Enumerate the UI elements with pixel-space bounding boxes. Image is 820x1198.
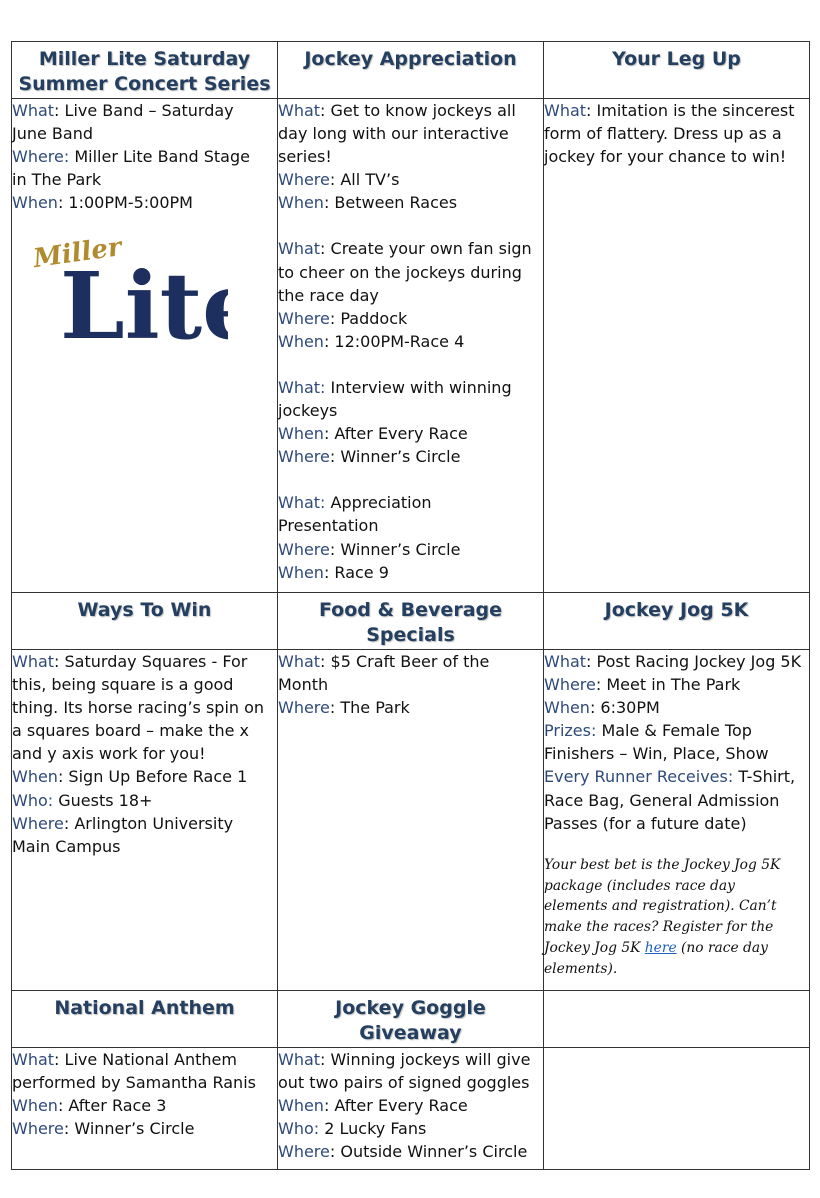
detail-key: Where bbox=[544, 675, 596, 695]
detail-key: When bbox=[278, 562, 324, 582]
detail-value: Appreciation bbox=[325, 493, 432, 513]
detail-key: What bbox=[278, 652, 321, 671]
detail-line bbox=[544, 650, 809, 673]
detail-list bbox=[278, 650, 543, 719]
body-row-3 bbox=[12, 1048, 810, 1170]
detail-value: : After Every Race bbox=[323, 1096, 468, 1116]
detail-value: Main Campus bbox=[12, 836, 121, 856]
detail-value: 2 Lucky Fans bbox=[319, 1119, 427, 1139]
section-title bbox=[12, 593, 277, 623]
detail-line bbox=[12, 835, 277, 858]
note-line: Your best bet is the Jockey Jog 5K bbox=[544, 856, 781, 873]
detail-value: jockeys bbox=[278, 401, 338, 421]
detail-key: Where bbox=[12, 813, 64, 833]
detail-key: What bbox=[544, 101, 587, 120]
note-line bbox=[544, 938, 809, 959]
detail-key: When bbox=[278, 193, 324, 213]
detail-line bbox=[278, 1140, 543, 1163]
package-note bbox=[544, 855, 809, 980]
detail-list bbox=[544, 99, 809, 168]
detail-line bbox=[278, 1117, 543, 1140]
body-cell bbox=[544, 1048, 810, 1170]
detail-key: What bbox=[278, 101, 321, 120]
body-cell bbox=[12, 99, 278, 593]
detail-line bbox=[12, 1117, 277, 1140]
detail-line bbox=[278, 445, 543, 468]
detail-key: When bbox=[12, 767, 58, 787]
detail-value: : Race 9 bbox=[323, 562, 389, 582]
detail-line bbox=[12, 673, 277, 696]
detail-line bbox=[12, 1048, 277, 1071]
detail-value: : Meet in The Park bbox=[595, 675, 741, 695]
detail-value: : Create your own fan sign bbox=[320, 239, 532, 259]
detail-key: Where bbox=[278, 539, 330, 559]
detail-value: : 1:00PM-5:00PM bbox=[57, 193, 193, 213]
detail-key: Where bbox=[278, 698, 330, 718]
detail-line bbox=[544, 696, 809, 719]
title-line: National Anthem bbox=[54, 997, 235, 1019]
spacer bbox=[278, 353, 543, 376]
header-cell bbox=[12, 42, 278, 99]
title-line: Giveaway bbox=[359, 1022, 462, 1044]
detail-line bbox=[278, 1048, 543, 1071]
detail-line bbox=[278, 514, 543, 537]
section-title bbox=[544, 991, 809, 996]
detail-line bbox=[544, 673, 809, 696]
detail-value: : Outside Winner’s Circle bbox=[329, 1142, 528, 1162]
title-line: Food & Beverage bbox=[318, 599, 503, 621]
detail-line bbox=[544, 99, 809, 122]
detail-key: When bbox=[278, 424, 324, 444]
title-line: Summer Concert Series bbox=[18, 73, 271, 95]
detail-line bbox=[278, 422, 543, 445]
detail-value: : 12:00PM-Race 4 bbox=[323, 331, 465, 351]
detail-key: Who: bbox=[12, 790, 54, 810]
detail-list bbox=[12, 650, 277, 858]
header-cell bbox=[12, 991, 278, 1048]
body-cell bbox=[544, 650, 810, 991]
detail-line bbox=[278, 491, 543, 514]
svg-text:®: ® bbox=[216, 315, 225, 326]
detail-line bbox=[278, 168, 543, 191]
header-cell bbox=[12, 593, 278, 650]
section-title bbox=[544, 42, 809, 72]
body-cell bbox=[12, 1048, 278, 1170]
detail-key: When bbox=[12, 1096, 58, 1116]
detail-key: What: bbox=[278, 493, 326, 513]
detail-value: day long with our interactive bbox=[278, 124, 509, 144]
detail-value: Race Bag, General Admission bbox=[544, 790, 780, 810]
detail-value: : $5 Craft Beer of the bbox=[320, 652, 490, 671]
svg-text:Miller: Miller bbox=[32, 232, 124, 275]
detail-value: jockey for your chance to win! bbox=[544, 147, 787, 167]
detail-key: Who: bbox=[278, 1119, 320, 1139]
detail-value: : Winner’s Circle bbox=[63, 1119, 195, 1139]
detail-line bbox=[278, 1071, 543, 1094]
title-line: Ways To Win bbox=[77, 599, 212, 621]
detail-line bbox=[12, 719, 277, 742]
detail-value: : Winner’s Circle bbox=[329, 539, 461, 559]
detail-key: Every Runner Receives: bbox=[544, 767, 734, 787]
detail-key: What bbox=[544, 652, 587, 671]
header-row-1 bbox=[12, 42, 810, 99]
detail-key: What bbox=[12, 101, 55, 120]
detail-line bbox=[544, 719, 809, 742]
detail-line bbox=[278, 673, 543, 696]
detail-line bbox=[544, 765, 809, 788]
note-line: elements and registration). Can’t bbox=[544, 898, 777, 915]
detail-line bbox=[12, 122, 277, 145]
header-cell bbox=[544, 593, 810, 650]
header-cell bbox=[278, 42, 544, 99]
detail-value: : Paddock bbox=[329, 308, 408, 328]
detail-value: : Sign Up Before Race 1 bbox=[57, 767, 248, 787]
detail-line bbox=[278, 122, 543, 145]
detail-key: What bbox=[278, 1050, 321, 1069]
detail-value: : After Race 3 bbox=[57, 1096, 167, 1116]
detail-key: Prizes: bbox=[544, 721, 597, 741]
detail-value: : Get to know jockeys all bbox=[320, 101, 516, 120]
detail-line bbox=[278, 307, 543, 330]
header-row-2 bbox=[12, 593, 810, 650]
detail-line bbox=[12, 650, 277, 673]
detail-line bbox=[278, 191, 543, 214]
section-title bbox=[278, 593, 543, 648]
detail-key: When bbox=[278, 1096, 324, 1116]
header-cell bbox=[544, 991, 810, 1048]
title-line: Miller Lite Saturday bbox=[38, 48, 251, 70]
body-cell bbox=[12, 650, 278, 991]
detail-key: What bbox=[278, 239, 321, 259]
detail-line bbox=[12, 145, 277, 168]
section-title bbox=[12, 991, 277, 1021]
detail-line bbox=[12, 812, 277, 835]
detail-list bbox=[12, 1048, 277, 1140]
section-title bbox=[278, 42, 543, 72]
section-title bbox=[12, 42, 277, 97]
detail-value: Interview with winning bbox=[325, 377, 512, 397]
header-cell bbox=[544, 42, 810, 99]
detail-value: a squares board – make the x bbox=[12, 721, 250, 741]
detail-key: Where bbox=[278, 308, 330, 328]
detail-value: thing. Its horse racing’s spin on bbox=[12, 698, 265, 718]
spacer bbox=[278, 214, 543, 237]
detail-value: form of flattery. Dress up as a bbox=[544, 124, 782, 144]
detail-value: June Band bbox=[12, 124, 94, 144]
note-line: make the races? Register for the bbox=[544, 919, 774, 936]
detail-line bbox=[12, 1071, 277, 1094]
detail-line bbox=[12, 99, 277, 122]
detail-line bbox=[278, 284, 543, 307]
header-row-3 bbox=[12, 991, 810, 1048]
detail-key: When bbox=[544, 698, 590, 718]
detail-line bbox=[278, 696, 543, 719]
detail-line bbox=[12, 742, 277, 765]
detail-line bbox=[278, 376, 543, 399]
svg-text:Lite: Lit bbox=[60, 252, 203, 351]
body-cell bbox=[278, 650, 544, 991]
detail-line bbox=[278, 237, 543, 260]
section-title bbox=[278, 991, 543, 1046]
note-line: elements). bbox=[544, 960, 618, 977]
title-line: Your Leg Up bbox=[612, 48, 741, 70]
detail-value: and y axis work for you! bbox=[12, 744, 206, 764]
section-title bbox=[544, 593, 809, 623]
detail-value: : Post Racing Jockey Jog 5K bbox=[586, 652, 802, 671]
detail-value: in The Park bbox=[12, 170, 102, 190]
header-cell bbox=[278, 991, 544, 1048]
detail-line bbox=[12, 191, 277, 214]
detail-value: : Between Races bbox=[323, 193, 458, 213]
register-here-link[interactable]: here bbox=[644, 939, 677, 956]
detail-key: When bbox=[278, 331, 324, 351]
detail-value: : 6:30PM bbox=[589, 698, 660, 718]
detail-value: : After Every Race bbox=[323, 424, 468, 444]
detail-line bbox=[278, 1094, 543, 1117]
detail-value: the race day bbox=[278, 285, 379, 305]
detail-value: Male & Female Top bbox=[596, 721, 752, 741]
detail-key: Where: bbox=[12, 147, 70, 167]
body-cell bbox=[278, 99, 544, 593]
body-row-1 bbox=[12, 99, 810, 593]
note-text: (no race day bbox=[676, 939, 768, 956]
detail-line bbox=[544, 812, 809, 835]
detail-key: Where bbox=[278, 170, 330, 190]
detail-line bbox=[12, 789, 277, 812]
detail-key: Where bbox=[278, 447, 330, 467]
detail-list bbox=[278, 1048, 543, 1163]
detail-value: : Saturday Squares - For bbox=[54, 652, 248, 671]
detail-key: Where bbox=[12, 1119, 64, 1139]
detail-value: Month bbox=[278, 675, 329, 695]
detail-value: : The Park bbox=[329, 698, 410, 718]
detail-list bbox=[12, 99, 277, 214]
detail-key: When bbox=[12, 193, 58, 213]
events-table bbox=[11, 41, 810, 1170]
detail-line bbox=[278, 330, 543, 353]
detail-value: : Live National Anthem bbox=[54, 1050, 237, 1069]
detail-line bbox=[278, 399, 543, 422]
detail-value: Guests 18+ bbox=[53, 790, 153, 810]
detail-value: Finishers – Win, Place, Show bbox=[544, 744, 769, 764]
body-row-2 bbox=[12, 650, 810, 991]
spacer bbox=[278, 468, 543, 491]
detail-line bbox=[278, 145, 543, 168]
body-cell bbox=[544, 99, 810, 593]
detail-line bbox=[278, 99, 543, 122]
title-line: Jockey Jog 5K bbox=[604, 599, 749, 621]
detail-value: T-Shirt, bbox=[733, 767, 796, 787]
title-line: Jockey Appreciation bbox=[304, 48, 517, 70]
detail-list bbox=[544, 650, 809, 835]
detail-value: : Winner’s Circle bbox=[329, 447, 461, 467]
title-line: Specials bbox=[366, 624, 455, 646]
detail-value: Passes (for a future date) bbox=[544, 813, 747, 833]
detail-value: : Arlington University bbox=[63, 813, 234, 833]
detail-line bbox=[12, 765, 277, 788]
detail-value: : All TV’s bbox=[329, 170, 400, 190]
detail-line bbox=[544, 742, 809, 765]
detail-value: series! bbox=[278, 147, 332, 167]
detail-line bbox=[544, 789, 809, 812]
detail-line bbox=[12, 696, 277, 719]
detail-line bbox=[278, 538, 543, 561]
title-line: Jockey Goggle bbox=[335, 997, 486, 1019]
detail-value: this, being square is a good bbox=[12, 675, 234, 695]
detail-line bbox=[544, 122, 809, 145]
miller-lite-logo bbox=[32, 230, 228, 350]
detail-line bbox=[12, 1094, 277, 1117]
detail-value: : Live Band – Saturday bbox=[54, 101, 234, 120]
detail-value: out two pairs of signed goggles bbox=[278, 1073, 530, 1093]
note-line: package (includes race day bbox=[544, 877, 735, 894]
detail-key: Where bbox=[278, 1142, 330, 1162]
detail-key: What: bbox=[278, 377, 326, 397]
detail-line bbox=[278, 261, 543, 284]
body-cell bbox=[278, 1048, 544, 1170]
detail-value: Miller Lite Band Stage bbox=[69, 147, 250, 167]
detail-line bbox=[278, 650, 543, 673]
detail-line bbox=[544, 145, 809, 168]
detail-value: : Winning jockeys will give bbox=[320, 1050, 531, 1069]
detail-list bbox=[278, 99, 543, 584]
detail-line bbox=[12, 168, 277, 191]
detail-key: What bbox=[12, 652, 55, 671]
detail-value: to cheer on the jockeys during bbox=[278, 262, 522, 282]
detail-key: What bbox=[12, 1050, 55, 1069]
detail-value: : Imitation is the sincerest bbox=[586, 101, 795, 120]
detail-value: performed by Samantha Ranis bbox=[12, 1073, 256, 1093]
detail-line bbox=[278, 561, 543, 584]
detail-value: Presentation bbox=[278, 516, 379, 536]
note-text: Jockey Jog 5K bbox=[544, 939, 645, 956]
header-cell bbox=[278, 593, 544, 650]
